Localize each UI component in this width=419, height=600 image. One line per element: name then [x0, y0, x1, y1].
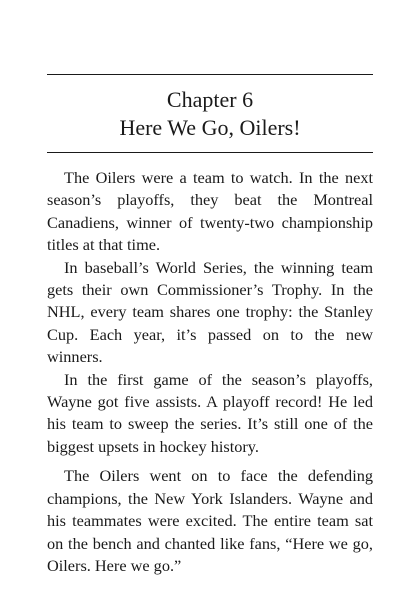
paragraph: In baseball’s World Series, the winning team gets their own Commissioner’s Trophy. In the NHL, every team shares one trophy: the Stanley Cup. Each year, it’s passed on to the new winners.: [47, 257, 373, 367]
chapter-title: Here We Go, Oilers!: [119, 115, 301, 140]
paragraph: The Oilers went on to face the defending champions, the New York Islanders. Wayne and his teammates were excited. The entire team sat on the bench and chanted like fans, “Here we go, Oilers. Here we go.”: [47, 466, 373, 575]
bottom-rule: [47, 152, 373, 153]
chapter-number: Chapter 6: [166, 87, 254, 112]
paragraph: The Oilers were a team to watch. In the next season’s playoffs, they beat the Montreal Canadiens, winner of twenty-two championship titles at that time.: [47, 168, 373, 255]
chapter-body: [47, 167, 373, 577]
chapter-heading: [47, 86, 373, 142]
top-rule: [47, 74, 373, 75]
paragraph: In the first game of the season’s playoffs, Wayne got five assists. A playoff record! He led his team to sweep the series. It’s still one of the biggest upsets in hockey history.: [47, 369, 373, 456]
